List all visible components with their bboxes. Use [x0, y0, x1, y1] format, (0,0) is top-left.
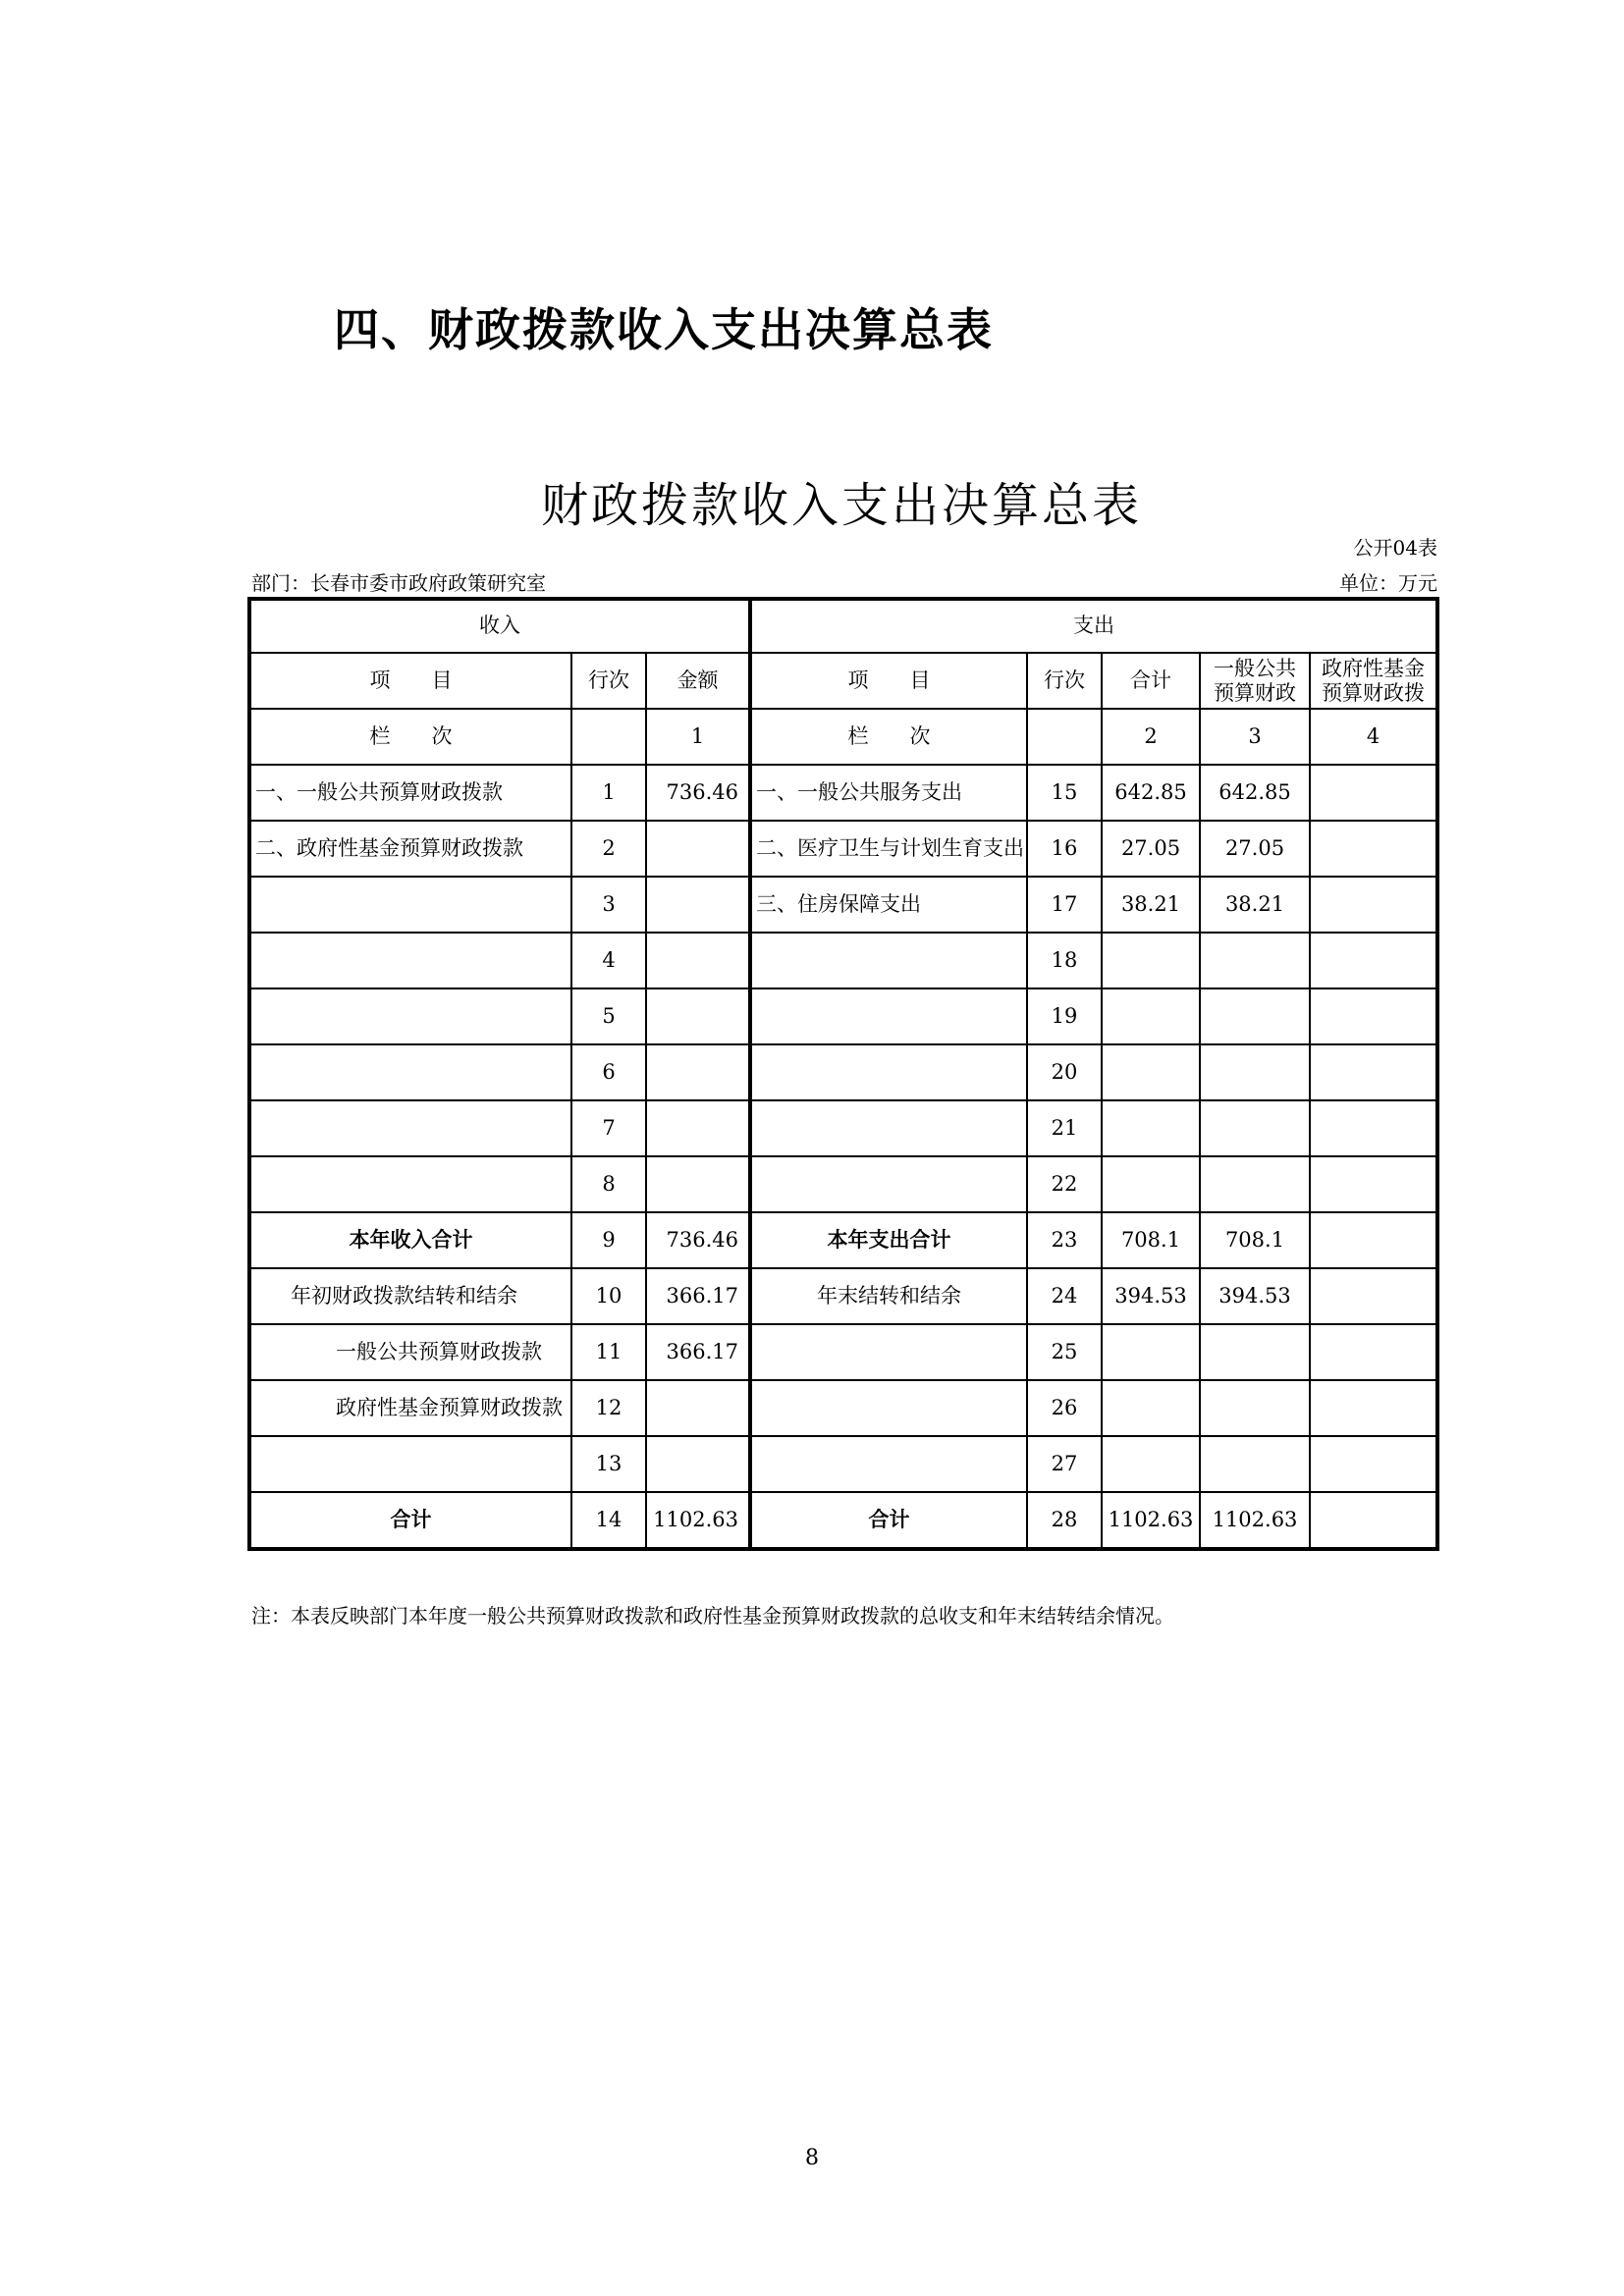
- income-row-no: 13: [571, 1436, 646, 1492]
- expense-item: [750, 988, 1027, 1044]
- income-amount: [646, 1100, 750, 1156]
- income-amount: [646, 1436, 750, 1492]
- income-item: [249, 877, 571, 933]
- expense-general-budget: 38.21: [1200, 877, 1310, 933]
- income-item-header: 项 目: [249, 653, 571, 709]
- table-row: [249, 765, 1437, 821]
- expense-column-label: 栏 次: [750, 709, 1027, 765]
- income-item: [249, 1100, 571, 1156]
- expense-row-no: 21: [1027, 1100, 1102, 1156]
- expense-gov-fund: [1310, 1380, 1437, 1436]
- expense-total-label: 合计: [750, 1492, 1027, 1549]
- income-row-no-header: 行次: [571, 653, 646, 709]
- income-header: 收入: [249, 599, 750, 653]
- income-row-no: 11: [571, 1324, 646, 1380]
- expense-row-no: 20: [1027, 1044, 1102, 1100]
- expense-row-no: 16: [1027, 821, 1102, 877]
- income-amount: 736.46: [646, 765, 750, 821]
- table-row: [249, 1324, 1437, 1380]
- expense-item: 二、医疗卫生与计划生育支出: [750, 821, 1027, 877]
- expense-gov-fund: [1310, 988, 1437, 1044]
- section-title: 四、财政拨款收入支出决算总表: [334, 303, 994, 356]
- income-row-no: 4: [571, 933, 646, 988]
- expense-gov-fund: [1310, 1324, 1437, 1380]
- table-row: [249, 933, 1437, 988]
- expense-gov-fund: [1310, 1268, 1437, 1324]
- expense-row-no: 25: [1027, 1324, 1102, 1380]
- header-row-columns: [249, 653, 1437, 709]
- expense-item-header: 项 目: [750, 653, 1027, 709]
- expense-general-budget: [1200, 1436, 1310, 1492]
- expense-row-no: 27: [1027, 1436, 1102, 1492]
- unit-label: 单位：万元: [1339, 571, 1437, 595]
- expense-total-header: 合计: [1102, 653, 1200, 709]
- income-amount: 366.17: [646, 1268, 750, 1324]
- column-index-3: 3: [1200, 709, 1310, 765]
- income-item: 二、政府性基金预算财政拨款: [249, 821, 571, 877]
- expense-total: [1102, 1324, 1200, 1380]
- expense-total: [1102, 1100, 1200, 1156]
- income-amount: [646, 1380, 750, 1436]
- expense-general-budget: [1200, 1324, 1310, 1380]
- income-amount: [646, 877, 750, 933]
- income-amount: [646, 988, 750, 1044]
- table-row: [249, 988, 1437, 1044]
- income-item: [249, 1156, 571, 1212]
- income-row-no: 7: [571, 1100, 646, 1156]
- income-amount: 1102.63: [646, 1492, 750, 1549]
- expense-gov-fund: [1310, 1212, 1437, 1268]
- expense-total: [1102, 1156, 1200, 1212]
- expense-row-no: 19: [1027, 988, 1102, 1044]
- expense-row-no: 15: [1027, 765, 1102, 821]
- expense-gov-fund: [1310, 877, 1437, 933]
- table-row: [249, 821, 1437, 877]
- expense-gov-fund: [1310, 1100, 1437, 1156]
- income-amount-header: 金额: [646, 653, 750, 709]
- expense-total: 708.1: [1102, 1212, 1200, 1268]
- expense-gov-fund: [1310, 933, 1437, 988]
- income-item: 一、一般公共预算财政拨款: [249, 765, 571, 821]
- expense-item: 年末结转和结余: [750, 1268, 1027, 1324]
- expense-item: [750, 1156, 1027, 1212]
- expense-item: [750, 1100, 1027, 1156]
- expense-gov-fund: [1310, 1436, 1437, 1492]
- income-item: 年初财政拨款结转和结余: [249, 1268, 571, 1324]
- expense-row-no: 18: [1027, 933, 1102, 988]
- income-item: [249, 988, 571, 1044]
- expense-general-budget: 1102.63: [1200, 1492, 1310, 1549]
- table-row: [249, 1380, 1437, 1436]
- income-amount: [646, 1156, 750, 1212]
- expense-header: 支出: [750, 599, 1437, 653]
- expense-general-budget: [1200, 1156, 1310, 1212]
- table-note: 注：本表反映部门本年度一般公共预算财政拨款和政府性基金预算财政拨款的总收支和年末结转结余情况。: [251, 1604, 1174, 1628]
- income-row-no: 12: [571, 1380, 646, 1436]
- table-row: [249, 1268, 1437, 1324]
- table-row-total: [249, 1492, 1437, 1549]
- expense-general-budget: [1200, 933, 1310, 988]
- expense-row-no: 17: [1027, 877, 1102, 933]
- header-row-main: [249, 599, 1437, 653]
- expense-general-budget: [1200, 1044, 1310, 1100]
- table-row: [249, 1044, 1437, 1100]
- table-row: [249, 1436, 1437, 1492]
- expense-total: 1102.63: [1102, 1492, 1200, 1549]
- column-index-row: [249, 709, 1437, 765]
- gov-fund-header: 政府性基金预算财政拨: [1310, 653, 1437, 709]
- income-total-label: 合计: [249, 1492, 571, 1549]
- income-column-blank: [571, 709, 646, 765]
- expense-total: [1102, 988, 1200, 1044]
- expense-general-budget: 394.53: [1200, 1268, 1310, 1324]
- expense-general-budget: [1200, 1100, 1310, 1156]
- expense-total: 27.05: [1102, 821, 1200, 877]
- income-row-no: 14: [571, 1492, 646, 1549]
- column-index-2: 2: [1102, 709, 1200, 765]
- income-item: 政府性基金预算财政拨款: [249, 1380, 571, 1436]
- income-item: 一般公共预算财政拨款: [249, 1324, 571, 1380]
- expense-total: [1102, 933, 1200, 988]
- income-row-no: 1: [571, 765, 646, 821]
- expense-item: [750, 1044, 1027, 1100]
- income-subtotal-label: 本年收入合计: [249, 1212, 571, 1268]
- income-amount: [646, 1044, 750, 1100]
- form-number: 公开04表: [1353, 536, 1437, 560]
- department-label: 部门：长春市委市政府政策研究室: [251, 571, 546, 595]
- expense-total: 38.21: [1102, 877, 1200, 933]
- expense-row-no: 22: [1027, 1156, 1102, 1212]
- expense-item: [750, 1324, 1027, 1380]
- income-item: [249, 1044, 571, 1100]
- expense-gov-fund: [1310, 821, 1437, 877]
- income-row-no: 8: [571, 1156, 646, 1212]
- expense-gov-fund: [1310, 1156, 1437, 1212]
- income-amount: [646, 821, 750, 877]
- income-row-no: 5: [571, 988, 646, 1044]
- income-item: [249, 1436, 571, 1492]
- expense-row-no: 24: [1027, 1268, 1102, 1324]
- expense-item: [750, 1436, 1027, 1492]
- expense-gov-fund: [1310, 765, 1437, 821]
- general-budget-header: 一般公共预算财政: [1200, 653, 1310, 709]
- column-index-4: 4: [1310, 709, 1437, 765]
- page-number: 8: [805, 2146, 819, 2170]
- income-amount: 736.46: [646, 1212, 750, 1268]
- income-row-no: 3: [571, 877, 646, 933]
- table-row: [249, 1100, 1437, 1156]
- income-amount: 366.17: [646, 1324, 750, 1380]
- table-row: [249, 877, 1437, 933]
- expense-total: 394.53: [1102, 1268, 1200, 1324]
- expense-general-budget: 27.05: [1200, 821, 1310, 877]
- table-row: [249, 1212, 1437, 1268]
- column-index-1: 1: [646, 709, 750, 765]
- expense-general-budget: [1200, 1380, 1310, 1436]
- expense-total: 642.85: [1102, 765, 1200, 821]
- expense-row-no: 23: [1027, 1212, 1102, 1268]
- expense-item: 一、一般公共服务支出: [750, 765, 1027, 821]
- expense-gov-fund: [1310, 1044, 1437, 1100]
- expense-item: [750, 933, 1027, 988]
- expense-total: [1102, 1380, 1200, 1436]
- expense-subtotal-label: 本年支出合计: [750, 1212, 1027, 1268]
- table-title: 财政拨款收入支出决算总表: [540, 478, 1142, 533]
- income-column-label: 栏 次: [249, 709, 571, 765]
- expense-total: [1102, 1436, 1200, 1492]
- income-row-no: 10: [571, 1268, 646, 1324]
- expense-general-budget: 708.1: [1200, 1212, 1310, 1268]
- table-row: [249, 1156, 1437, 1212]
- expense-item: [750, 1380, 1027, 1436]
- budget-table: [247, 597, 1439, 1551]
- income-row-no: 9: [571, 1212, 646, 1268]
- expense-gov-fund: [1310, 1492, 1437, 1549]
- expense-row-no-header: 行次: [1027, 653, 1102, 709]
- expense-general-budget: [1200, 988, 1310, 1044]
- expense-item: 三、住房保障支出: [750, 877, 1027, 933]
- expense-column-blank: [1027, 709, 1102, 765]
- income-row-no: 2: [571, 821, 646, 877]
- expense-row-no: 28: [1027, 1492, 1102, 1549]
- income-item: [249, 933, 571, 988]
- income-amount: [646, 933, 750, 988]
- expense-row-no: 26: [1027, 1380, 1102, 1436]
- expense-total: [1102, 1044, 1200, 1100]
- income-row-no: 6: [571, 1044, 646, 1100]
- expense-general-budget: 642.85: [1200, 765, 1310, 821]
